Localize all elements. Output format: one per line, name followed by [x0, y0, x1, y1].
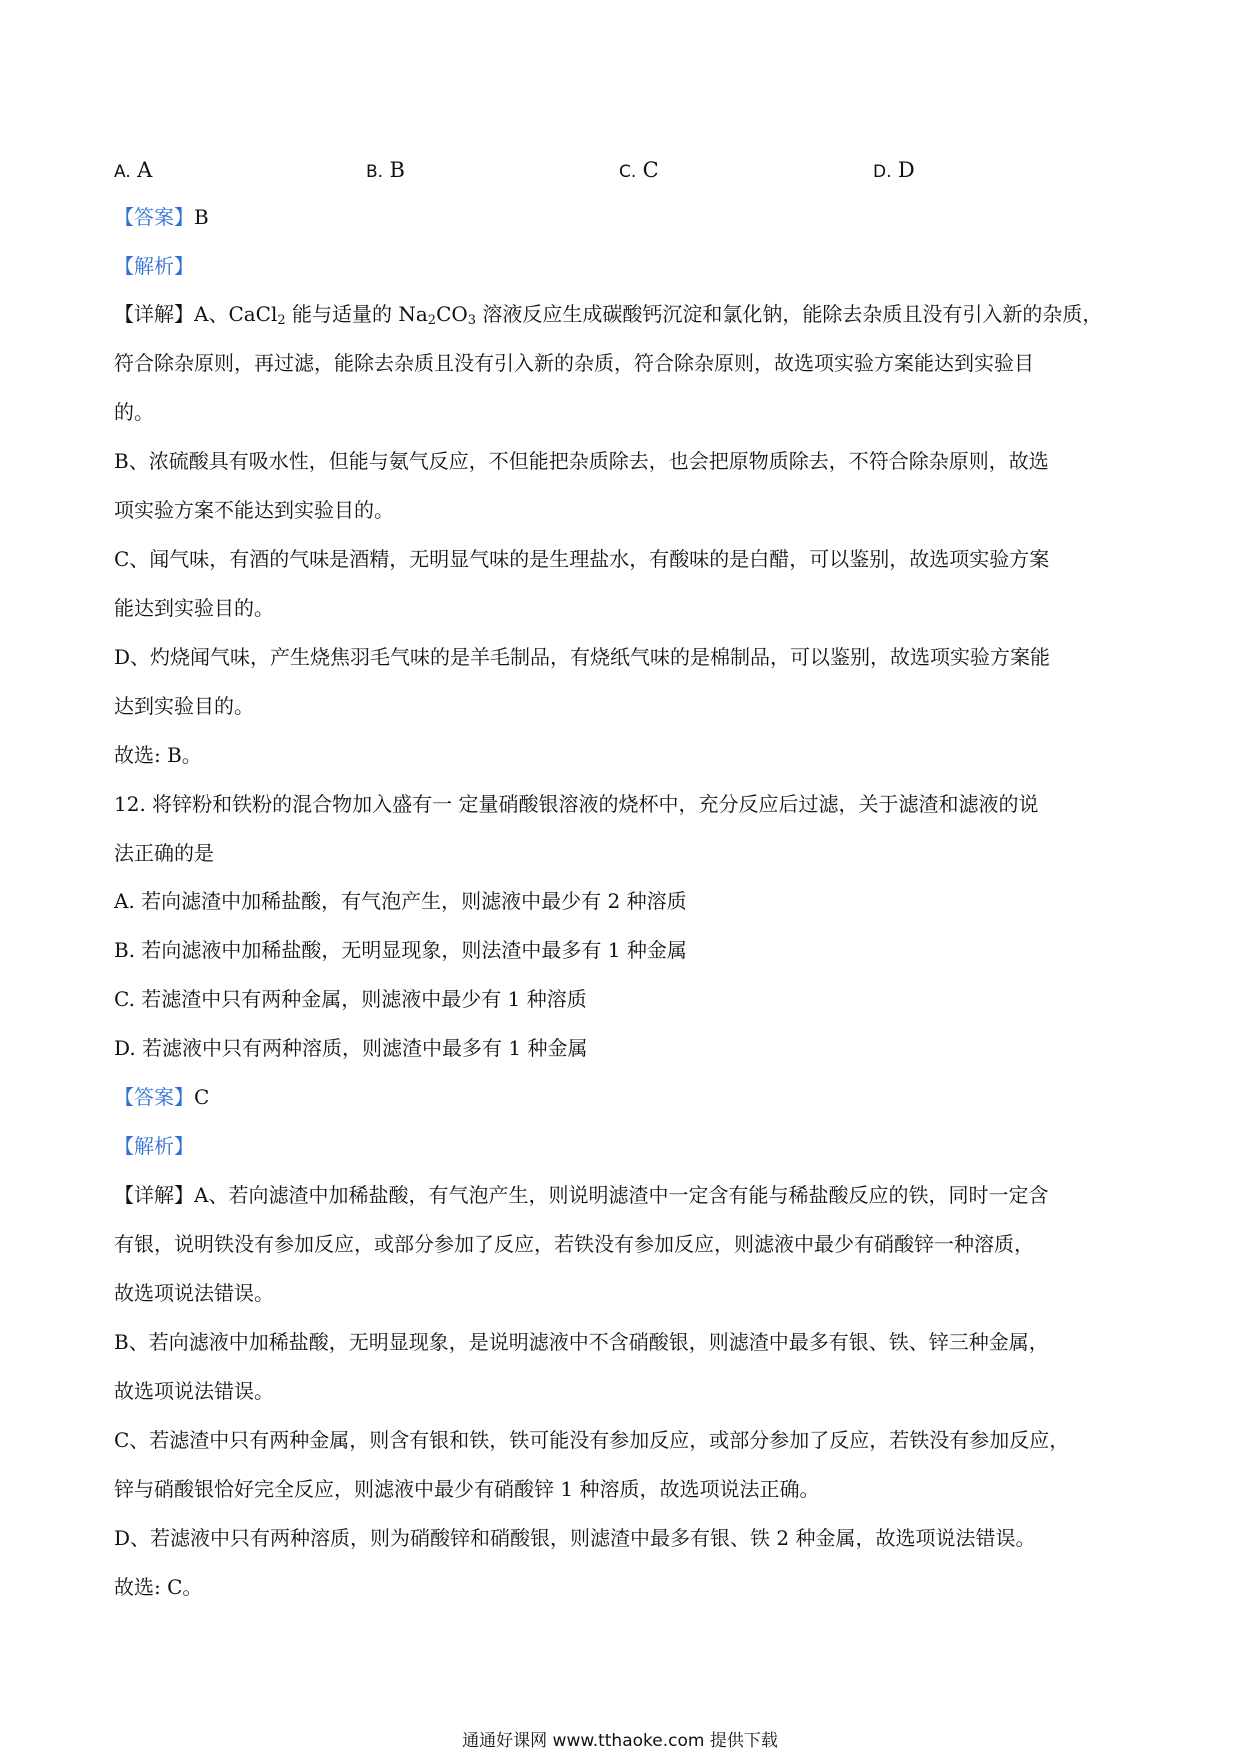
q11-detail-c-line2: 能达到实验目的。	[114, 596, 274, 620]
q11-option-d	[873, 156, 915, 186]
q12-option-d: D. 若滤液中只有两种溶质，则滤渣中最多有 1 种金属	[114, 1036, 588, 1060]
q12-detail-c-line1: C、若滤渣中只有两种金属，则含有银和铁，铁可能没有参加反应，或部分参加了反应，若铁没有参加反应，	[114, 1428, 1070, 1452]
option-letter: D.	[873, 162, 892, 182]
option-letter: A.	[114, 162, 131, 182]
q11-option-c	[619, 156, 659, 186]
detail-label: 【详解】	[114, 302, 194, 326]
q12-option-b: B. 若向滤液中加稀盐酸，无明显现象，则法渣中最多有 1 种金属	[114, 938, 687, 962]
q11-detail-c-line1: C、闻气味，有酒的气味是酒精，无明显气味的是生理盐水，有酸味的是白醋，可以鉴别，故选项实验方案	[114, 547, 1050, 571]
q11-detail-a-line3: 的。	[114, 400, 154, 424]
option-letter: B.	[366, 162, 384, 182]
q11-detail-a-line1	[114, 300, 1134, 328]
analysis-label: 【解析】	[114, 1134, 194, 1158]
q12-detail-c-line2: 锌与硝酸银恰好完全反应，则滤液中最少有硝酸锌 1 种溶质，故选项说法正确。	[114, 1477, 820, 1501]
q11-detail-d-line2: 达到实验目的。	[114, 694, 254, 718]
option-value: B	[389, 158, 405, 182]
q11-detail-b-line1: B、浓硫酸具有吸水性，但能与氨气反应，不但能把杂质除去，也会把原物质除去，不符合除杂原则，故选	[114, 449, 1049, 473]
text-span: A、若向滤渣中加稀盐酸，有气泡产生，则说明滤渣中一定含有能与稀盐酸反应的铁，同时一定含	[194, 1183, 1049, 1207]
text-span: A、CaCl	[194, 302, 278, 326]
option-value: C	[642, 158, 659, 182]
analysis-label: 【解析】	[114, 254, 194, 278]
q11-option-a	[114, 156, 152, 186]
option-letter: C.	[619, 162, 637, 182]
q12-stem-line2: 法正确的是	[114, 841, 214, 865]
q12-detail-a-line2: 有银，说明铁没有参加反应，或部分参加了反应，若铁没有参加反应，则滤液中最少有硝酸锌一种溶质，	[114, 1232, 1034, 1256]
answer-value: B	[194, 205, 209, 229]
detail-label: 【详解】	[114, 1183, 194, 1207]
subscript: 2	[427, 313, 437, 328]
q12-conclusion: 故选: C。	[114, 1575, 203, 1599]
q12-detail-b-line1: B、若向滤液中加稀盐酸，无明显现象，是说明滤液中不含硝酸银，则滤渣中最多有银、铁、锌三种金属，	[114, 1330, 1049, 1354]
q11-detail-d-line1: D、灼烧闻气味，产生烧焦羽毛气味的是羊毛制品，有烧纸气味的是棉制品，可以鉴别，故选项实验方案能	[114, 645, 1051, 669]
q12-detail-a-line3: 故选项说法错误。	[114, 1281, 274, 1305]
q11-detail-b-line2: 项实验方案不能达到实验目的。	[114, 498, 394, 522]
q12-option-c: C. 若滤渣中只有两种金属，则滤液中最少有 1 种溶质	[114, 987, 587, 1011]
option-value: D	[897, 158, 915, 182]
answer-label: 【答案】	[114, 1085, 194, 1109]
q12-answer	[114, 1083, 1134, 1111]
q12-detail-a-line1	[114, 1181, 1134, 1209]
q12-detail-d-line1: D、若滤液中只有两种溶质，则为硝酸锌和硝酸银，则滤渣中最多有银、铁 2 种金属，故选项说法错误。	[114, 1526, 1036, 1550]
answer-value: C	[194, 1085, 210, 1109]
text-span: CO	[436, 302, 468, 326]
q11-option-b	[366, 156, 405, 186]
q12-detail-b-line2: 故选项说法错误。	[114, 1379, 274, 1403]
q12-analysis-heading	[114, 1132, 1134, 1160]
q11-detail-a-line2: 符合除杂原则，再过滤，能除去杂质且没有引入新的杂质，符合除杂原则，故选项实验方案能达到实验目	[114, 351, 1034, 375]
text-span: 溶液反应生成碳酸钙沉淀和氯化钠，能除去杂质且没有引入新的杂质，	[476, 302, 1103, 326]
answer-label: 【答案】	[114, 205, 194, 229]
page-footer: 通通好课网 www.tthaoke.com 提供下载	[462, 1731, 778, 1751]
q12-option-a: A. 若向滤渣中加稀盐酸，有气泡产生，则滤液中最少有 2 种溶质	[114, 889, 687, 913]
text-span: 能与适量的 Na	[285, 302, 428, 326]
subscript: 2	[277, 313, 286, 328]
q11-analysis-heading	[114, 252, 1134, 280]
option-value: A	[137, 158, 153, 182]
q11-conclusion: 故选: B。	[114, 743, 202, 767]
subscript: 3	[467, 313, 477, 328]
q12-stem-line1: 12. 将锌粉和铁粉的混合物加入盛有一 定量硝酸银溶液的烧杯中，充分反应后过滤，关于滤渣和滤液的说	[114, 792, 1039, 816]
q11-answer	[114, 203, 1134, 231]
